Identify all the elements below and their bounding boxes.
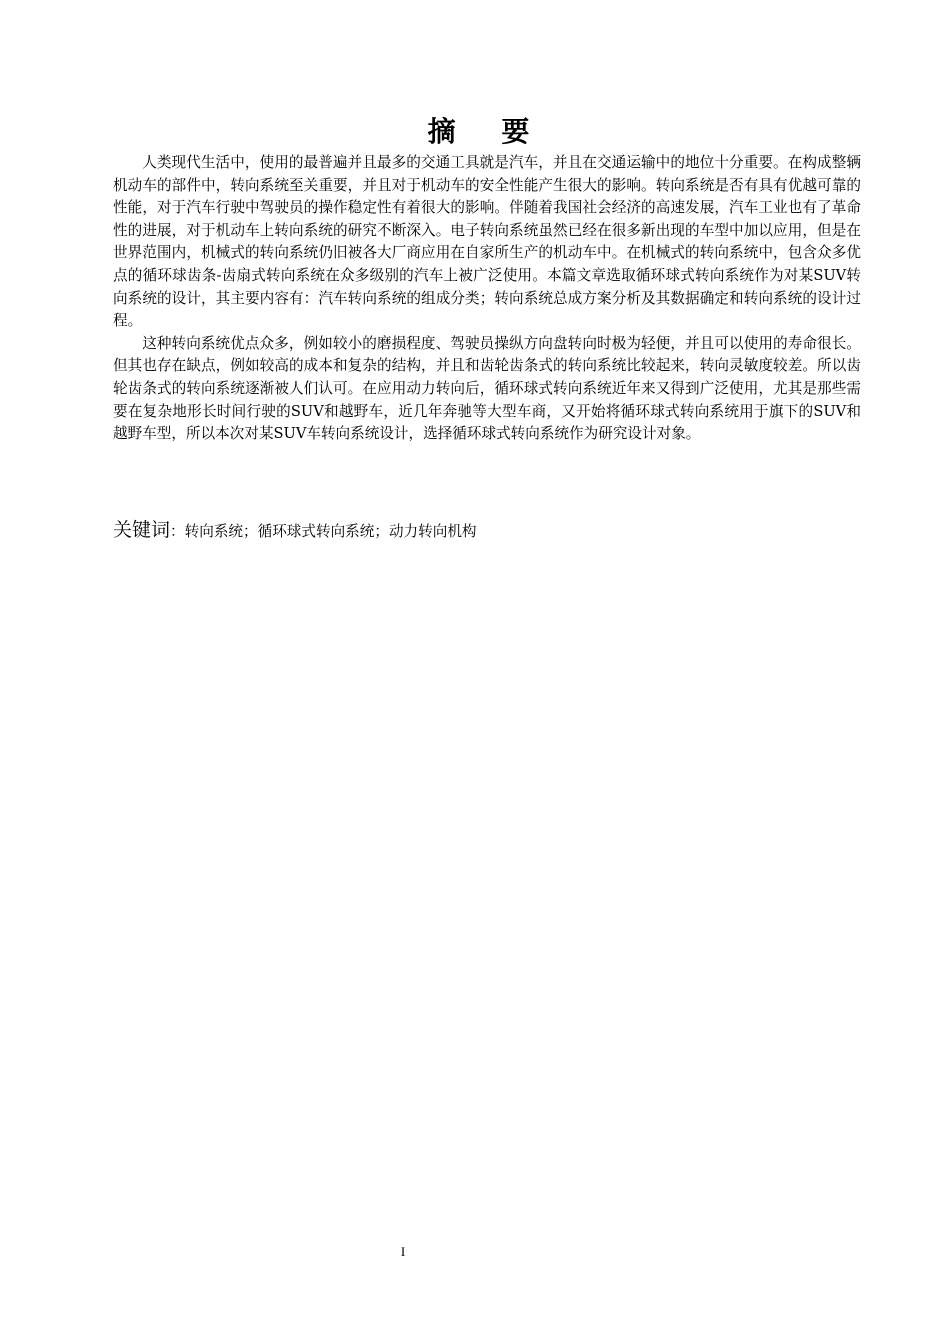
- page-title: 摘 要: [427, 115, 548, 148]
- keywords-text: 转向系统；循环球式转向系统；动力转向机构: [184, 523, 477, 540]
- abstract-paragraph-2: 这种转向系统优点众多，例如较小的磨损程度、驾驶员操纵方向盘转向时极为轻便，并且可以使用的寿命很长。但其也存在缺点，例如较高的成本和复杂的结构，并且和齿轮齿条式的转向系统比较起来，转向灵敏度较差。所以齿轮齿条式的转向系统逐渐被人们认可。在应用动力转向后，循环球式转向系统近年来又得到广泛使用，尤其是那些需要在复杂地形长时间行驶的SUV和越野车，近几年奔驰等大型车商，又开始将循环球式转向系统用于旗下的SUV和越野车型，所以本次对某SUV车转向系统设计，选择循环球式转向系统作为研究设计对象。: [113, 334, 861, 443]
- keywords-line: [113, 517, 861, 545]
- page-number: I: [400, 1244, 406, 1259]
- keywords-label: 关键词: [113, 519, 171, 541]
- abstract-paragraph-1: 人类现代生活中，使用的最普遍并且最多的交通工具就是汽车，并且在交通运输中的地位十分重要。在构成整辆机动车的部件中，转向系统至关重要，并且对于机动车的安全性能产生很大的影响。转向系统是否有具有优越可靠的性能，对于汽车行驶中驾驶员的操作稳定性有着很大的影响。伴随着我国社会经济的高速发展，汽车工业也有了革命性的进展，对于机动车上转向系统的研究不断深入。电子转向系统虽然已经在很多新出现的车型中加以应用，但是在世界范围内，机械式的转向系统仍旧被各大厂商应用在自家所生产的机动车中。在机械式的转向系统中，包含众多优点的循环球齿条-齿扇式转向系统在众多级别的汽车上被广泛使用。本篇文章选取循环球式转向系统作为对某SUV转向系统的设计，其主要内容有：汽车转向系统的组成分类；转向系统总成方案分析及其数据确定和转向系统的设计过程。: [113, 154, 861, 330]
- keywords-separator: ：: [170, 523, 185, 540]
- abstract-body: [113, 152, 861, 446]
